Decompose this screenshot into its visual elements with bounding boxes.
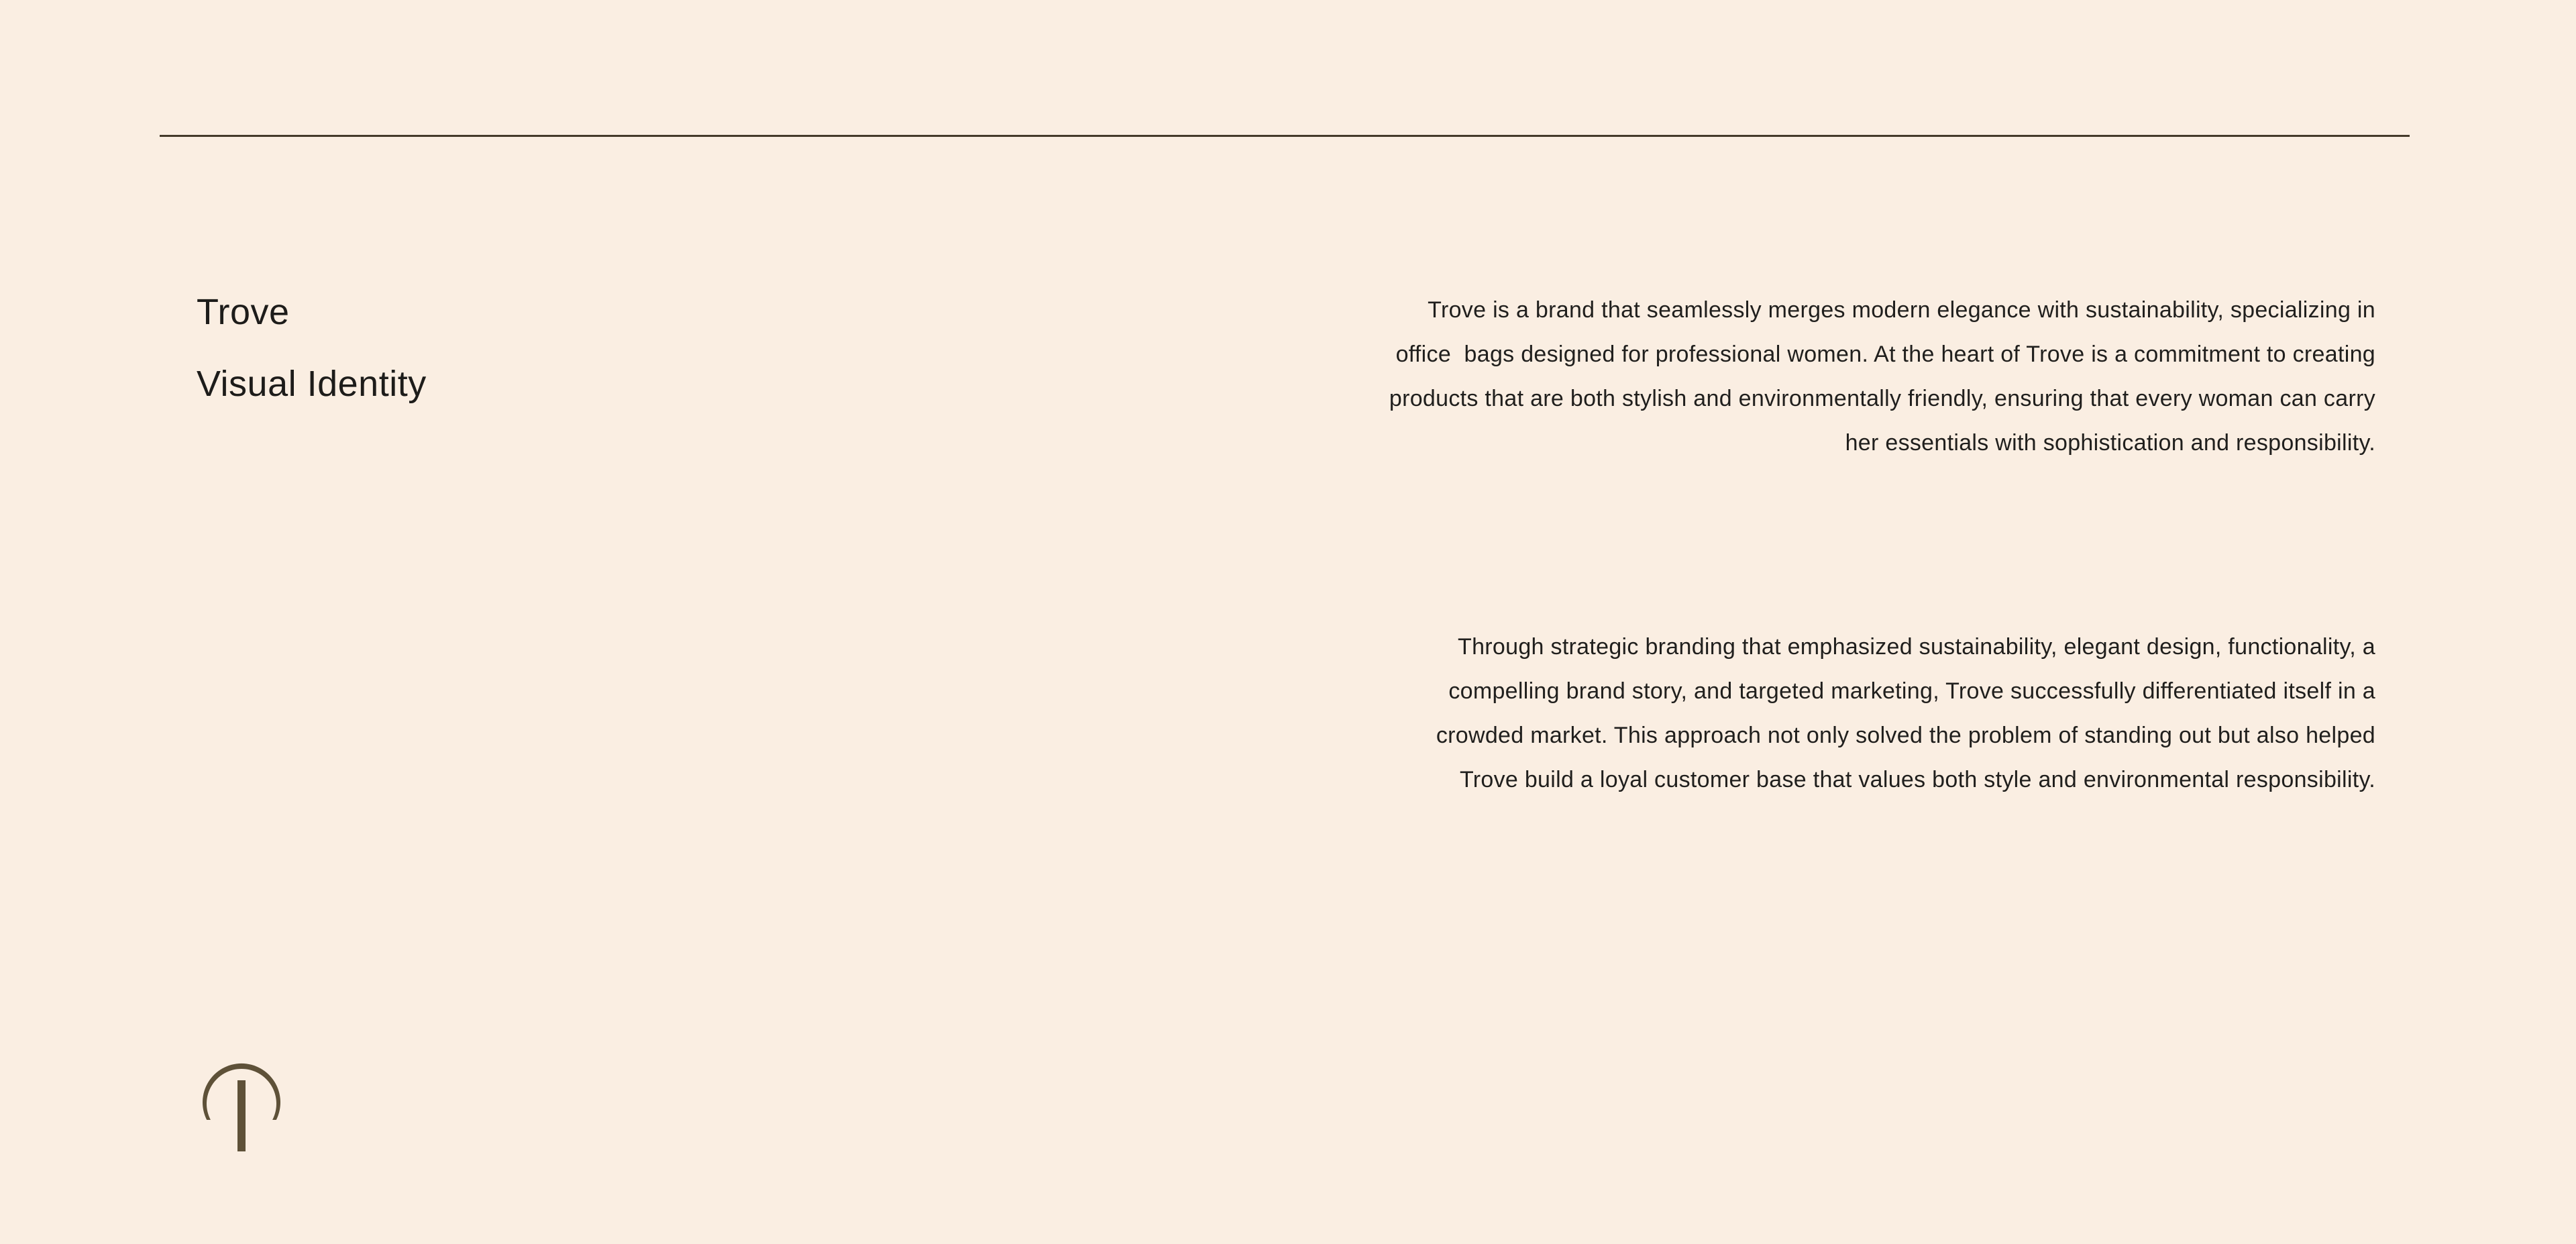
intro-line: her essentials with sophistication and responsibility.: [1845, 430, 2375, 456]
intro-paragraph: [1034, 288, 2375, 465]
intro-line: office bags designed for professional women. At the heart of Trove is a commitment to creating: [1395, 342, 2375, 367]
outcome-line: Through strategic branding that emphasized sustainability, elegant design, functionality, a: [1458, 634, 2375, 660]
outcome-line: compelling brand story, and targeted marketing, Trove successfully differentiated itself in a: [1448, 678, 2375, 704]
intro-line: products that are both stylish and environmentally friendly, ensuring that every woman can carry: [1389, 386, 2375, 411]
intro-line: Trove is a brand that seamlessly merges modern elegance with sustainability, specializing in: [1428, 297, 2375, 323]
brand-name-heading: Trove: [197, 292, 290, 332]
trove-t-monogram-icon: [199, 1059, 284, 1153]
outcome-line: crowded market. This approach not only solved the problem of standing out but also helped: [1436, 723, 2375, 748]
outcome-line: Trove build a loyal customer base that values both style and environmental responsibility.: [1459, 767, 2375, 792]
outcome-paragraph: [1034, 625, 2375, 802]
page-title-heading: Visual Identity: [197, 364, 427, 404]
top-divider: [160, 135, 2410, 137]
logo-stem: [237, 1080, 246, 1151]
